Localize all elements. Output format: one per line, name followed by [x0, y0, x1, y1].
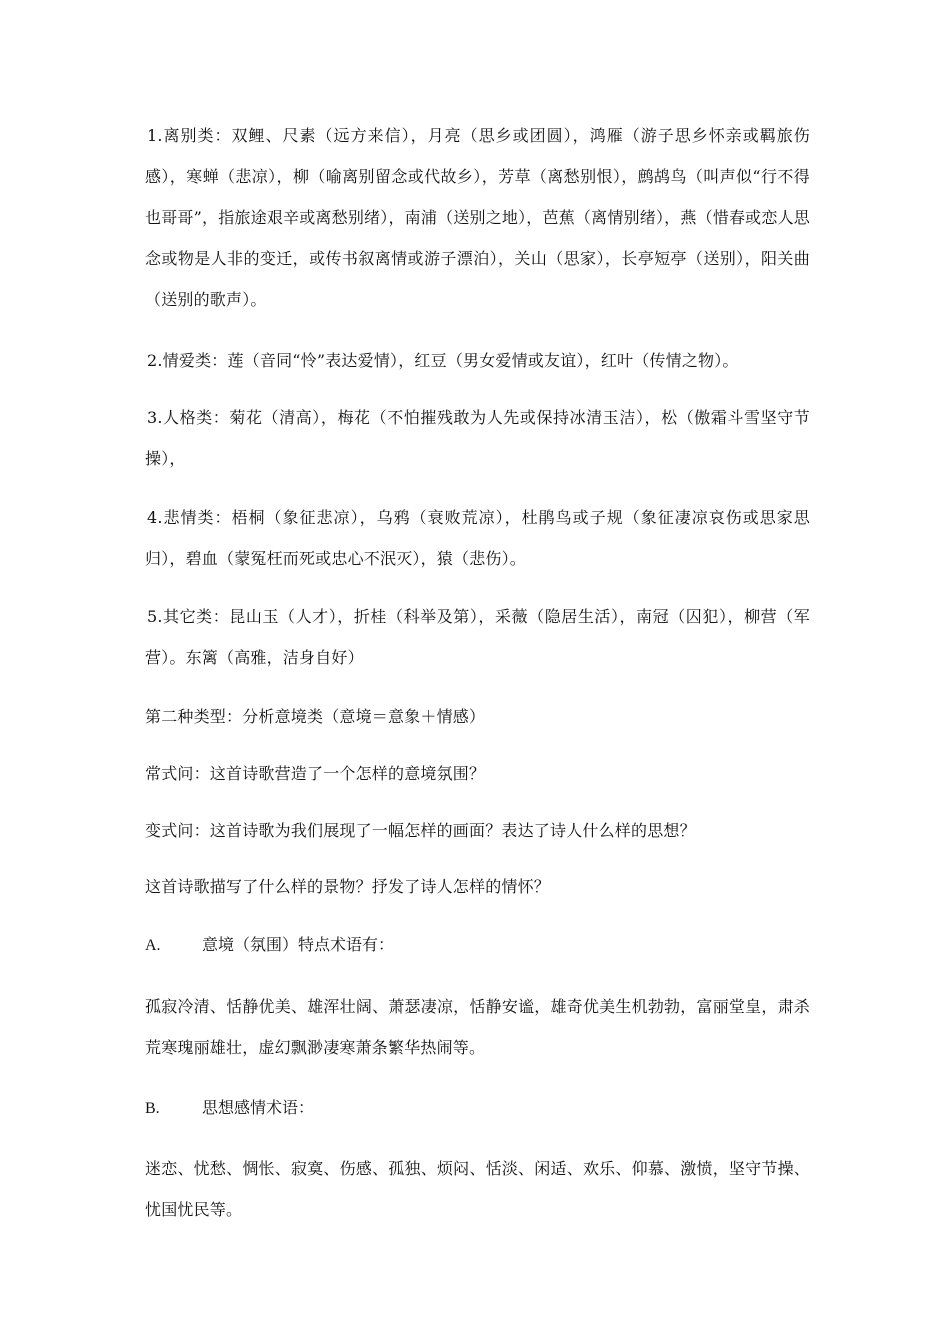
section-a-title: 意境（氛围）特点术语有： — [202, 935, 395, 954]
paragraph-character-category: 3.人格类：菊花（清高），梅花（不怕摧残敢为人先或保持冰清玉洁），松（傲霜斗雪坚守节操）， — [145, 408, 810, 468]
section-a-body: 孤寂冷清、恬静优美、雄浑壮阔、萧瑟凄凉，恬静安谧，雄奇优美生机勃勃，富丽堂皇，肃杀荒寒瑰丽雄壮，虚幻飘渺凄寒萧条繁华热闹等。 — [145, 997, 810, 1057]
paragraph-standard-question: 常式问：这首诗歌营造了一个怎样的意境氛围？ — [145, 764, 486, 783]
paragraph-sorrow-category: 4.悲情类：梧桐（象征悲凉），乌鸦（衰败荒凉），杜鹃鸟或子规（象征凄凉哀伤或思家思归），碧血（蒙冤枉而死或忠心不泯灭），猿（悲伤）。 — [145, 508, 810, 568]
section-a-letter: A. — [145, 937, 161, 954]
heading-second-type: 第二种类型：分析意境类（意境＝意象＋情感） — [145, 707, 486, 726]
paragraph-other-category: 5.其它类：昆山玉（人才），折桂（科举及第），采薇（隐居生活），南冠（囚犯），柳营（军营）。东篱（高雅，洁身自好） — [145, 607, 810, 667]
paragraph-separation-category: 1.离别类：双鲤、尺素（远方来信），月亮（思乡或团圆），鸿雁（游子思乡怀亲或羁旅伤感），寒蝉（悲凉），柳（喻离别留念或代故乡），芳草（离愁别恨），鹧鸪鸟（叫声似“行不得也哥哥”，指旅途艰辛或离愁别绪），南浦（送别之地），芭蕉（离情别绪），燕（惜春或恋人思念或物是人非的变迁，或传书叙离情或游子漂泊），关山（思家），长亭短亭（送别），阳关曲（送别的歌声）。 — [145, 126, 810, 309]
paragraph-scenery-question: 这首诗歌描写了什么样的景物？抒发了诗人怎样的情怀？ — [145, 877, 551, 896]
section-b-body: 迷恋、忧愁、惆怅、寂寞、伤感、孤独、烦闷、恬淡、闲适、欢乐、仰慕、激愤，坚守节操、忧国忧民等。 — [145, 1159, 810, 1219]
section-b-title: 思想感情术语： — [202, 1098, 315, 1117]
paragraph-love-category: 2.情爱类：莲（音同“怜”表达爱情），红豆（男女爱情或友谊），红叶（传情之物）。 — [147, 351, 739, 370]
section-b-letter: B. — [145, 1100, 160, 1117]
paragraph-variant-question: 变式问：这首诗歌为我们展现了一幅怎样的画面？表达了诗人什么样的思想？ — [145, 821, 696, 840]
section-a-heading — [145, 924, 810, 966]
section-b-heading — [145, 1087, 810, 1129]
